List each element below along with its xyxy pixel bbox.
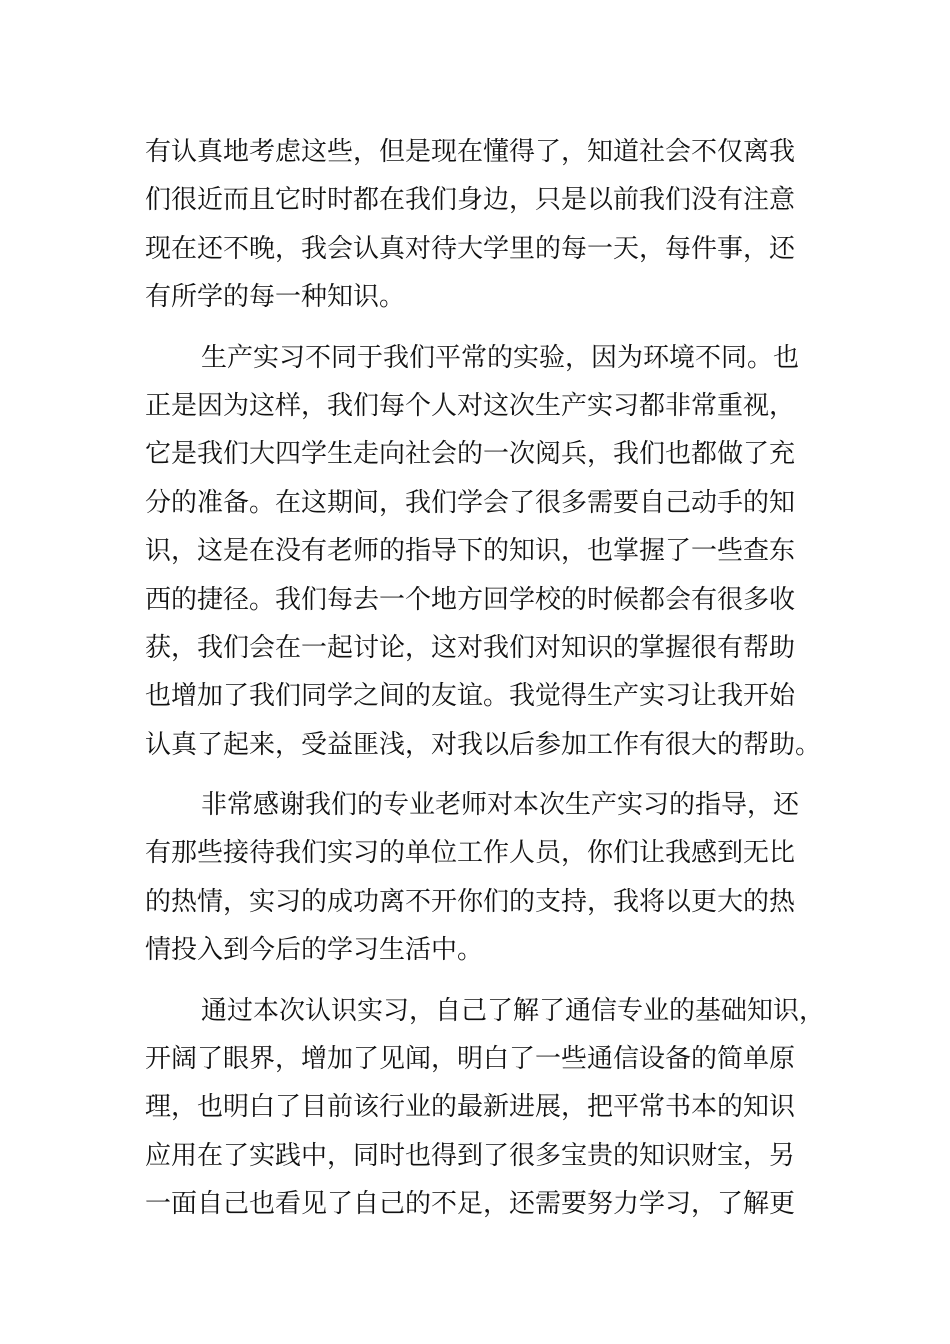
text-line: 非常感谢我们的专业老师对本次生产实习的指导，还	[201, 790, 800, 821]
paragraph-3	[145, 781, 825, 975]
text-line: 理，也明白了目前该行业的最新进展，把平常书本的知识	[145, 1092, 796, 1123]
text-line: 开阔了眼界，增加了见闻，明白了一些通信设备的简单原	[145, 1044, 796, 1075]
text-line: 的热情，实习的成功离不开你们的支持，我将以更大的热	[145, 886, 796, 917]
text-line: 它是我们大四学生走向社会的一次阅兵，我们也都做了充	[145, 439, 796, 470]
text-line: 识，这是在没有老师的指导下的知识，也掌握了一些查东	[145, 536, 796, 567]
text-line: 们很近而且它时时都在我们身边，只是以前我们没有注意	[145, 185, 796, 216]
text-line: 分的准备。在这期间，我们学会了很多需要自己动手的知	[145, 487, 796, 518]
paragraph-2	[145, 334, 825, 770]
text-line: 通过本次认识实习，自己了解了通信专业的基础知识，	[201, 995, 826, 1026]
paragraph-1	[145, 128, 825, 322]
paragraph-spacing	[145, 975, 825, 987]
text-line: 现在还不晚，我会认真对待大学里的每一天，每件事，还	[145, 233, 796, 264]
text-line: 西的捷径。我们每去一个地方回学校的时候都会有很多收	[145, 584, 796, 615]
text-line: 认真了起来，受益匪浅，对我以后参加工作有很大的帮助。	[145, 729, 822, 760]
paragraph-spacing	[145, 322, 825, 334]
text-line: 一面自己也看见了自己的不足，还需要努力学习，了解更	[145, 1189, 796, 1220]
text-line: 有所学的每一种知识。	[145, 282, 406, 313]
text-line: 正是因为这样，我们每个人对这次生产实习都非常重视，	[145, 390, 796, 421]
paragraph-4	[145, 987, 825, 1229]
text-line: 情投入到今后的学习生活中。	[145, 935, 484, 966]
text-line: 也增加了我们同学之间的友谊。我觉得生产实习让我开始	[145, 681, 796, 712]
text-line: 生产实习不同于我们平常的实验，因为环境不同。也	[201, 342, 800, 373]
text-line: 有那些接待我们实习的单位工作人员，你们让我感到无比	[145, 838, 796, 869]
text-line: 获，我们会在一起讨论，这对我们对知识的掌握很有帮助	[145, 632, 796, 663]
text-line: 应用在了实践中，同时也得到了很多宝贵的知识财宝，另	[145, 1140, 796, 1171]
text-line: 有认真地考虑这些，但是现在懂得了，知道社会不仅离我	[145, 137, 796, 167]
paragraph-spacing	[145, 769, 825, 781]
document-body	[145, 128, 825, 1229]
